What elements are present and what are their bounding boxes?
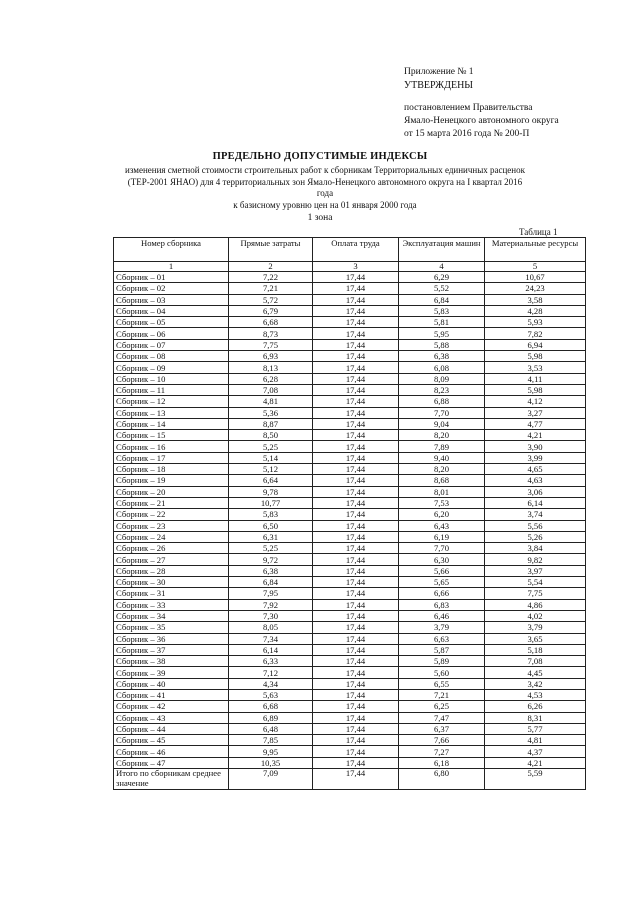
approved-label: УТВЕРЖДЕНЫ [404, 80, 474, 91]
labor-pay-cell: 17,44 [313, 407, 399, 418]
collection-name-cell: Сборник – 31 [114, 588, 229, 599]
header-machine-operation: Эксплуатация машин [399, 238, 485, 262]
machine-operation-cell: 7,70 [399, 407, 485, 418]
machine-operation-cell: 6,38 [399, 351, 485, 362]
decree-line-3: от 15 марта 2016 года № 200-П [404, 129, 530, 139]
material-resources-cell: 6,14 [485, 497, 586, 508]
direct-costs-cell: 6,31 [229, 531, 313, 542]
machine-operation-cell: 7,47 [399, 712, 485, 723]
table-row [114, 633, 586, 644]
collection-name-cell: Сборник – 30 [114, 577, 229, 588]
labor-pay-cell: 17,44 [313, 678, 399, 689]
total-machines: 6,80 [399, 769, 485, 790]
direct-costs-cell: 6,28 [229, 373, 313, 384]
labor-pay-cell: 17,44 [313, 384, 399, 395]
column-number: 5 [485, 262, 586, 272]
table-row [114, 565, 586, 576]
labor-pay-cell: 17,44 [313, 588, 399, 599]
machine-operation-cell: 7,21 [399, 689, 485, 700]
material-resources-cell: 10,67 [485, 272, 586, 283]
machine-operation-cell: 6,19 [399, 531, 485, 542]
decree-line-2: Ямало-Ненецкого автономного округа [404, 116, 559, 126]
material-resources-cell: 7,82 [485, 328, 586, 339]
table-row [114, 328, 586, 339]
material-resources-cell: 5,56 [485, 520, 586, 531]
collection-name-cell: Сборник – 02 [114, 283, 229, 294]
direct-costs-cell: 5,36 [229, 407, 313, 418]
subtitle-line-2: (ТЕР-2001 ЯНАО) для 4 территориальных зон Ямало-Ненецкого автономного округа на I квартал 2016 года [127, 176, 523, 199]
collection-name-cell: Сборник – 17 [114, 452, 229, 463]
table-row [114, 588, 586, 599]
material-resources-cell: 9,82 [485, 554, 586, 565]
table-body [114, 272, 586, 769]
direct-costs-cell: 7,85 [229, 735, 313, 746]
labor-pay-cell: 17,44 [313, 430, 399, 441]
machine-operation-cell: 5,65 [399, 577, 485, 588]
header-collection-number: Номер сборника [114, 238, 229, 262]
material-resources-cell: 3,53 [485, 362, 586, 373]
machine-operation-cell: 8,20 [399, 430, 485, 441]
table-row [114, 746, 586, 757]
table-row [114, 712, 586, 723]
collection-name-cell: Сборник – 07 [114, 339, 229, 350]
table-label: Таблица 1 [519, 227, 558, 237]
total-materials: 5,59 [485, 769, 586, 790]
labor-pay-cell: 17,44 [313, 554, 399, 565]
labor-pay-cell: 17,44 [313, 701, 399, 712]
machine-operation-cell: 6,88 [399, 396, 485, 407]
collection-name-cell: Сборник – 41 [114, 689, 229, 700]
collection-name-cell: Сборник – 11 [114, 384, 229, 395]
header-material-resources: Материальные ресурсы [485, 238, 586, 262]
direct-costs-cell: 7,92 [229, 599, 313, 610]
material-resources-cell: 3,99 [485, 452, 586, 463]
machine-operation-cell: 6,30 [399, 554, 485, 565]
direct-costs-cell: 6,33 [229, 656, 313, 667]
collection-name-cell: Сборник – 38 [114, 656, 229, 667]
direct-costs-cell: 7,30 [229, 610, 313, 621]
collection-name-cell: Сборник – 28 [114, 565, 229, 576]
material-resources-cell: 4,21 [485, 430, 586, 441]
collection-name-cell: Сборник – 18 [114, 464, 229, 475]
header-labor-pay: Оплата труда [313, 238, 399, 262]
machine-operation-cell: 6,46 [399, 610, 485, 621]
collection-name-cell: Сборник – 08 [114, 351, 229, 362]
collection-name-cell: Сборник – 36 [114, 633, 229, 644]
labor-pay-cell: 17,44 [313, 441, 399, 452]
table-row [114, 339, 586, 350]
direct-costs-cell: 7,12 [229, 667, 313, 678]
table-row [114, 678, 586, 689]
table-row [114, 373, 586, 384]
total-label: Итого по сборникам среднее значение [114, 769, 229, 790]
direct-costs-cell: 5,83 [229, 509, 313, 520]
labor-pay-cell: 17,44 [313, 565, 399, 576]
material-resources-cell: 4,65 [485, 464, 586, 475]
material-resources-cell: 4,86 [485, 599, 586, 610]
machine-operation-cell: 6,55 [399, 678, 485, 689]
total-direct: 7,09 [229, 769, 313, 790]
machine-operation-cell: 6,37 [399, 723, 485, 734]
labor-pay-cell: 17,44 [313, 610, 399, 621]
index-table [113, 237, 586, 790]
material-resources-cell: 4,63 [485, 475, 586, 486]
machine-operation-cell: 5,60 [399, 667, 485, 678]
table-row [114, 554, 586, 565]
direct-costs-cell: 8,50 [229, 430, 313, 441]
table-row [114, 531, 586, 542]
material-resources-cell: 4,53 [485, 689, 586, 700]
direct-costs-cell: 8,73 [229, 328, 313, 339]
material-resources-cell: 8,31 [485, 712, 586, 723]
labor-pay-cell: 17,44 [313, 486, 399, 497]
machine-operation-cell: 7,70 [399, 543, 485, 554]
machine-operation-cell: 9,04 [399, 418, 485, 429]
machine-operation-cell: 5,83 [399, 305, 485, 316]
material-resources-cell: 4,12 [485, 396, 586, 407]
material-resources-cell: 3,58 [485, 294, 586, 305]
labor-pay-cell: 17,44 [313, 373, 399, 384]
material-resources-cell: 4,77 [485, 418, 586, 429]
table-row [114, 396, 586, 407]
subtitle-line-3: к базисному уровню цен на 01 января 2000 года [233, 199, 417, 210]
material-resources-cell: 3,97 [485, 565, 586, 576]
document-subtitle [120, 165, 530, 211]
table-row [114, 735, 586, 746]
direct-costs-cell: 7,75 [229, 339, 313, 350]
column-number: 4 [399, 262, 485, 272]
material-resources-cell: 5,77 [485, 723, 586, 734]
direct-costs-cell: 6,89 [229, 712, 313, 723]
material-resources-cell: 3,27 [485, 407, 586, 418]
machine-operation-cell: 8,23 [399, 384, 485, 395]
labor-pay-cell: 17,44 [313, 509, 399, 520]
labor-pay-cell: 17,44 [313, 543, 399, 554]
material-resources-cell: 3,79 [485, 622, 586, 633]
direct-costs-cell: 6,93 [229, 351, 313, 362]
direct-costs-cell: 6,14 [229, 644, 313, 655]
collection-name-cell: Сборник – 47 [114, 757, 229, 768]
collection-name-cell: Сборник – 20 [114, 486, 229, 497]
labor-pay-cell: 17,44 [313, 272, 399, 283]
machine-operation-cell: 5,81 [399, 317, 485, 328]
collection-name-cell: Сборник – 27 [114, 554, 229, 565]
material-resources-cell: 5,93 [485, 317, 586, 328]
material-resources-cell: 3,84 [485, 543, 586, 554]
labor-pay-cell: 17,44 [313, 689, 399, 700]
direct-costs-cell: 8,05 [229, 622, 313, 633]
material-resources-cell: 5,18 [485, 644, 586, 655]
labor-pay-cell: 17,44 [313, 464, 399, 475]
collection-name-cell: Сборник – 03 [114, 294, 229, 305]
table-row [114, 294, 586, 305]
labor-pay-cell: 17,44 [313, 362, 399, 373]
collection-name-cell: Сборник – 45 [114, 735, 229, 746]
table-row [114, 667, 586, 678]
table-row [114, 430, 586, 441]
direct-costs-cell: 4,81 [229, 396, 313, 407]
direct-costs-cell: 10,77 [229, 497, 313, 508]
material-resources-cell: 4,81 [485, 735, 586, 746]
machine-operation-cell: 6,43 [399, 520, 485, 531]
labor-pay-cell: 17,44 [313, 305, 399, 316]
column-number: 3 [313, 262, 399, 272]
direct-costs-cell: 5,72 [229, 294, 313, 305]
collection-name-cell: Сборник – 22 [114, 509, 229, 520]
machine-operation-cell: 6,83 [399, 599, 485, 610]
material-resources-cell: 4,37 [485, 746, 586, 757]
collection-name-cell: Сборник – 42 [114, 701, 229, 712]
labor-pay-cell: 17,44 [313, 633, 399, 644]
direct-costs-cell: 6,38 [229, 565, 313, 576]
material-resources-cell: 4,45 [485, 667, 586, 678]
collection-name-cell: Сборник – 10 [114, 373, 229, 384]
document-title: ПРЕДЕЛЬНО ДОПУСТИМЫЕ ИНДЕКСЫ [212, 151, 428, 162]
collection-name-cell: Сборник – 35 [114, 622, 229, 633]
total-labor: 17,44 [313, 769, 399, 790]
machine-operation-cell: 8,09 [399, 373, 485, 384]
labor-pay-cell: 17,44 [313, 396, 399, 407]
material-resources-cell: 3,65 [485, 633, 586, 644]
machine-operation-cell: 6,63 [399, 633, 485, 644]
machine-operation-cell: 8,01 [399, 486, 485, 497]
material-resources-cell: 4,11 [485, 373, 586, 384]
material-resources-cell: 3,90 [485, 441, 586, 452]
column-number-row [114, 262, 586, 272]
collection-name-cell: Сборник – 44 [114, 723, 229, 734]
labor-pay-cell: 17,44 [313, 351, 399, 362]
direct-costs-cell: 8,13 [229, 362, 313, 373]
direct-costs-cell: 7,34 [229, 633, 313, 644]
collection-name-cell: Сборник – 14 [114, 418, 229, 429]
direct-costs-cell: 6,48 [229, 723, 313, 734]
direct-costs-cell: 6,84 [229, 577, 313, 588]
machine-operation-cell: 5,66 [399, 565, 485, 576]
labor-pay-cell: 17,44 [313, 531, 399, 542]
collection-name-cell: Сборник – 40 [114, 678, 229, 689]
machine-operation-cell: 6,18 [399, 757, 485, 768]
material-resources-cell: 6,26 [485, 701, 586, 712]
table-row [114, 497, 586, 508]
table-row [114, 701, 586, 712]
material-resources-cell: 4,02 [485, 610, 586, 621]
table-row [114, 509, 586, 520]
direct-costs-cell: 6,50 [229, 520, 313, 531]
material-resources-cell: 3,06 [485, 486, 586, 497]
machine-operation-cell: 5,87 [399, 644, 485, 655]
material-resources-cell: 24,23 [485, 283, 586, 294]
collection-name-cell: Сборник – 05 [114, 317, 229, 328]
table-row [114, 441, 586, 452]
machine-operation-cell: 8,68 [399, 475, 485, 486]
machine-operation-cell: 6,66 [399, 588, 485, 599]
collection-name-cell: Сборник – 19 [114, 475, 229, 486]
table-row [114, 407, 586, 418]
labor-pay-cell: 17,44 [313, 497, 399, 508]
material-resources-cell: 4,28 [485, 305, 586, 316]
material-resources-cell: 5,98 [485, 351, 586, 362]
collection-name-cell: Сборник – 01 [114, 272, 229, 283]
table-row [114, 622, 586, 633]
machine-operation-cell: 7,53 [399, 497, 485, 508]
machine-operation-cell: 7,66 [399, 735, 485, 746]
labor-pay-cell: 17,44 [313, 656, 399, 667]
direct-costs-cell: 5,25 [229, 441, 313, 452]
machine-operation-cell: 6,08 [399, 362, 485, 373]
table-row [114, 362, 586, 373]
labor-pay-cell: 17,44 [313, 723, 399, 734]
machine-operation-cell: 3,79 [399, 622, 485, 633]
direct-costs-cell: 7,95 [229, 588, 313, 599]
machine-operation-cell: 6,84 [399, 294, 485, 305]
table-row [114, 317, 586, 328]
labor-pay-cell: 17,44 [313, 317, 399, 328]
table-row [114, 418, 586, 429]
machine-operation-cell: 5,88 [399, 339, 485, 350]
table-row [114, 475, 586, 486]
labor-pay-cell: 17,44 [313, 599, 399, 610]
total-row [114, 769, 586, 790]
table-row [114, 689, 586, 700]
table-row [114, 610, 586, 621]
collection-name-cell: Сборник – 26 [114, 543, 229, 554]
table-row [114, 577, 586, 588]
direct-costs-cell: 7,22 [229, 272, 313, 283]
machine-operation-cell: 6,25 [399, 701, 485, 712]
machine-operation-cell: 5,95 [399, 328, 485, 339]
machine-operation-cell: 7,89 [399, 441, 485, 452]
collection-name-cell: Сборник – 39 [114, 667, 229, 678]
labor-pay-cell: 17,44 [313, 644, 399, 655]
material-resources-cell: 5,54 [485, 577, 586, 588]
appendix-label: Приложение № 1 [404, 67, 474, 77]
labor-pay-cell: 17,44 [313, 418, 399, 429]
material-resources-cell: 4,21 [485, 757, 586, 768]
table-row [114, 272, 586, 283]
labor-pay-cell: 17,44 [313, 328, 399, 339]
labor-pay-cell: 17,44 [313, 294, 399, 305]
labor-pay-cell: 17,44 [313, 757, 399, 768]
collection-name-cell: Сборник – 24 [114, 531, 229, 542]
table-row [114, 644, 586, 655]
direct-costs-cell: 6,79 [229, 305, 313, 316]
labor-pay-cell: 17,44 [313, 339, 399, 350]
decree-line-1: постановлением Правительства [404, 103, 533, 113]
labor-pay-cell: 17,44 [313, 283, 399, 294]
direct-costs-cell: 5,25 [229, 543, 313, 554]
direct-costs-cell: 7,08 [229, 384, 313, 395]
material-resources-cell: 3,42 [485, 678, 586, 689]
labor-pay-cell: 17,44 [313, 475, 399, 486]
table-row [114, 305, 586, 316]
table-row [114, 384, 586, 395]
table-header-row [114, 238, 586, 262]
collection-name-cell: Сборник – 43 [114, 712, 229, 723]
collection-name-cell: Сборник – 23 [114, 520, 229, 531]
machine-operation-cell: 6,29 [399, 272, 485, 283]
direct-costs-cell: 5,12 [229, 464, 313, 475]
direct-costs-cell: 10,35 [229, 757, 313, 768]
table-row [114, 723, 586, 734]
zone-label: 1 зона [307, 213, 333, 223]
machine-operation-cell: 6,20 [399, 509, 485, 520]
collection-name-cell: Сборник – 21 [114, 497, 229, 508]
collection-name-cell: Сборник – 04 [114, 305, 229, 316]
direct-costs-cell: 8,87 [229, 418, 313, 429]
material-resources-cell: 7,08 [485, 656, 586, 667]
material-resources-cell: 6,94 [485, 339, 586, 350]
table-row [114, 656, 586, 667]
collection-name-cell: Сборник – 09 [114, 362, 229, 373]
labor-pay-cell: 17,44 [313, 735, 399, 746]
labor-pay-cell: 17,44 [313, 712, 399, 723]
direct-costs-cell: 5,14 [229, 452, 313, 463]
direct-costs-cell: 9,72 [229, 554, 313, 565]
table-row [114, 543, 586, 554]
machine-operation-cell: 5,52 [399, 283, 485, 294]
collection-name-cell: Сборник – 12 [114, 396, 229, 407]
labor-pay-cell: 17,44 [313, 452, 399, 463]
direct-costs-cell: 6,68 [229, 317, 313, 328]
direct-costs-cell: 9,95 [229, 746, 313, 757]
labor-pay-cell: 17,44 [313, 577, 399, 588]
table-row [114, 464, 586, 475]
collection-name-cell: Сборник – 15 [114, 430, 229, 441]
direct-costs-cell: 6,64 [229, 475, 313, 486]
direct-costs-cell: 5,63 [229, 689, 313, 700]
material-resources-cell: 5,98 [485, 384, 586, 395]
labor-pay-cell: 17,44 [313, 622, 399, 633]
table-row [114, 452, 586, 463]
direct-costs-cell: 7,21 [229, 283, 313, 294]
collection-name-cell: Сборник – 13 [114, 407, 229, 418]
material-resources-cell: 7,75 [485, 588, 586, 599]
direct-costs-cell: 6,68 [229, 701, 313, 712]
machine-operation-cell: 7,27 [399, 746, 485, 757]
machine-operation-cell: 5,89 [399, 656, 485, 667]
collection-name-cell: Сборник – 16 [114, 441, 229, 452]
labor-pay-cell: 17,44 [313, 667, 399, 678]
labor-pay-cell: 17,44 [313, 520, 399, 531]
collection-name-cell: Сборник – 46 [114, 746, 229, 757]
collection-name-cell: Сборник – 06 [114, 328, 229, 339]
material-resources-cell: 5,26 [485, 531, 586, 542]
collection-name-cell: Сборник – 33 [114, 599, 229, 610]
direct-costs-cell: 9,78 [229, 486, 313, 497]
collection-name-cell: Сборник – 34 [114, 610, 229, 621]
collection-name-cell: Сборник – 37 [114, 644, 229, 655]
subtitle-line-1: изменения сметной стоимости строительных работ к сборникам Территориальных единичных расценок [125, 165, 525, 175]
table-row [114, 351, 586, 362]
table-row [114, 520, 586, 531]
table-row [114, 283, 586, 294]
approval-header [404, 66, 559, 141]
material-resources-cell: 3,74 [485, 509, 586, 520]
table-row [114, 486, 586, 497]
column-number: 1 [114, 262, 229, 272]
table-row [114, 599, 586, 610]
labor-pay-cell: 17,44 [313, 746, 399, 757]
direct-costs-cell: 4,34 [229, 678, 313, 689]
header-direct-costs: Прямые затраты [229, 238, 313, 262]
column-number: 2 [229, 262, 313, 272]
machine-operation-cell: 9,40 [399, 452, 485, 463]
table-row [114, 757, 586, 768]
machine-operation-cell: 8,20 [399, 464, 485, 475]
